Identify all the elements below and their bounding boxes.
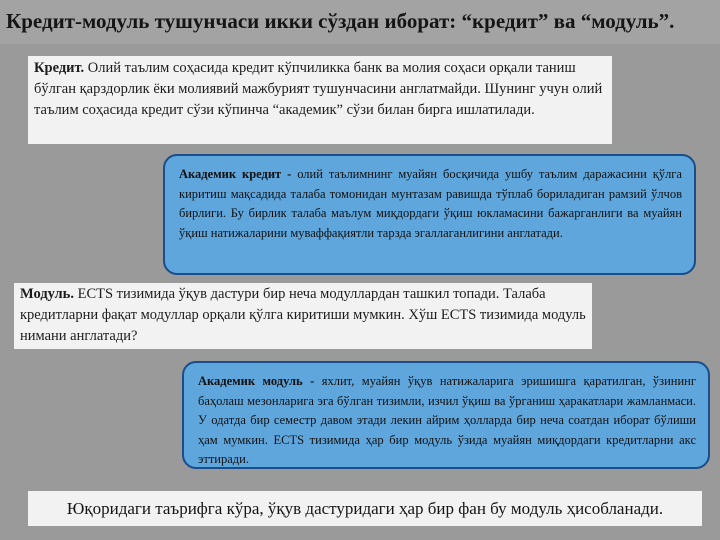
- academic-module-box: [182, 361, 710, 469]
- footer-statement: Юқоридаги таърифга кўра, ўқув дастуридаги ҳар бир фан бу модуль ҳисобланади.: [28, 491, 702, 526]
- slide-title: Кредит-модуль тушунчаси икки сўздан иборат: “кредит” ва “модуль”.: [6, 9, 675, 33]
- module-definition-box: [14, 283, 592, 349]
- credit-text: Олий таълим соҳасида кредит кўпчиликка банк ва молия соҳаси орқали таниш бўлган қарздорлик ёки молиявий мажбурият тушунчасини англатмайди. Шунинг учун олий таълим соҳасида кредит сўзи кўпинча “академик” сўзи билан бирга ишлатилади.: [34, 60, 603, 118]
- credit-term: Кредит.: [34, 60, 85, 76]
- module-text: ECTS тизимида ўқув дастури бир неча модуллардан ташкил топади. Талаба кредитларни фақат модуллар орқали қўлга киритиши мумкин. Хўш ECTS тизимида модуль нимани англатади?: [20, 286, 586, 344]
- academic-module-text: яхлит, муайян ўқув натижаларига эришишга қаратилган, ўзининг баҳолаш мезонларига эга бўлган тизимли, изчил ўқиш ва ўрганиш ҳаракатлари жамланмаси. У одатда бир семестр давом этади лекин айрим ҳолларда бир неча соатдан иборат бўлиши ҳам мумкин. ECTS тизимида ҳар бир модуль ўзида муайян миқдордаги кредитларни акс эттиради.: [198, 374, 696, 466]
- module-term: Модуль.: [20, 286, 74, 302]
- credit-definition-box: [28, 56, 612, 144]
- academic-credit-box: [163, 154, 696, 275]
- academic-module-term: Академик модуль -: [198, 374, 315, 388]
- academic-credit-term: Академик кредит -: [179, 167, 292, 181]
- academic-credit-text: олий таълимнинг муайян босқичида ушбу таълим даражасини қўлга киритиш мақсадида талаба томонидан мунтазам равишда тўплаб бориладиган рамзий ўлчов бирлиги. Бу бирлик талаба маълум миқдордаги ўқиш юкламасини бажарганлиги ва муайян ўқиш натижаларини муваффақиятли тарзда эгаллаганлигини англатади.: [179, 167, 682, 240]
